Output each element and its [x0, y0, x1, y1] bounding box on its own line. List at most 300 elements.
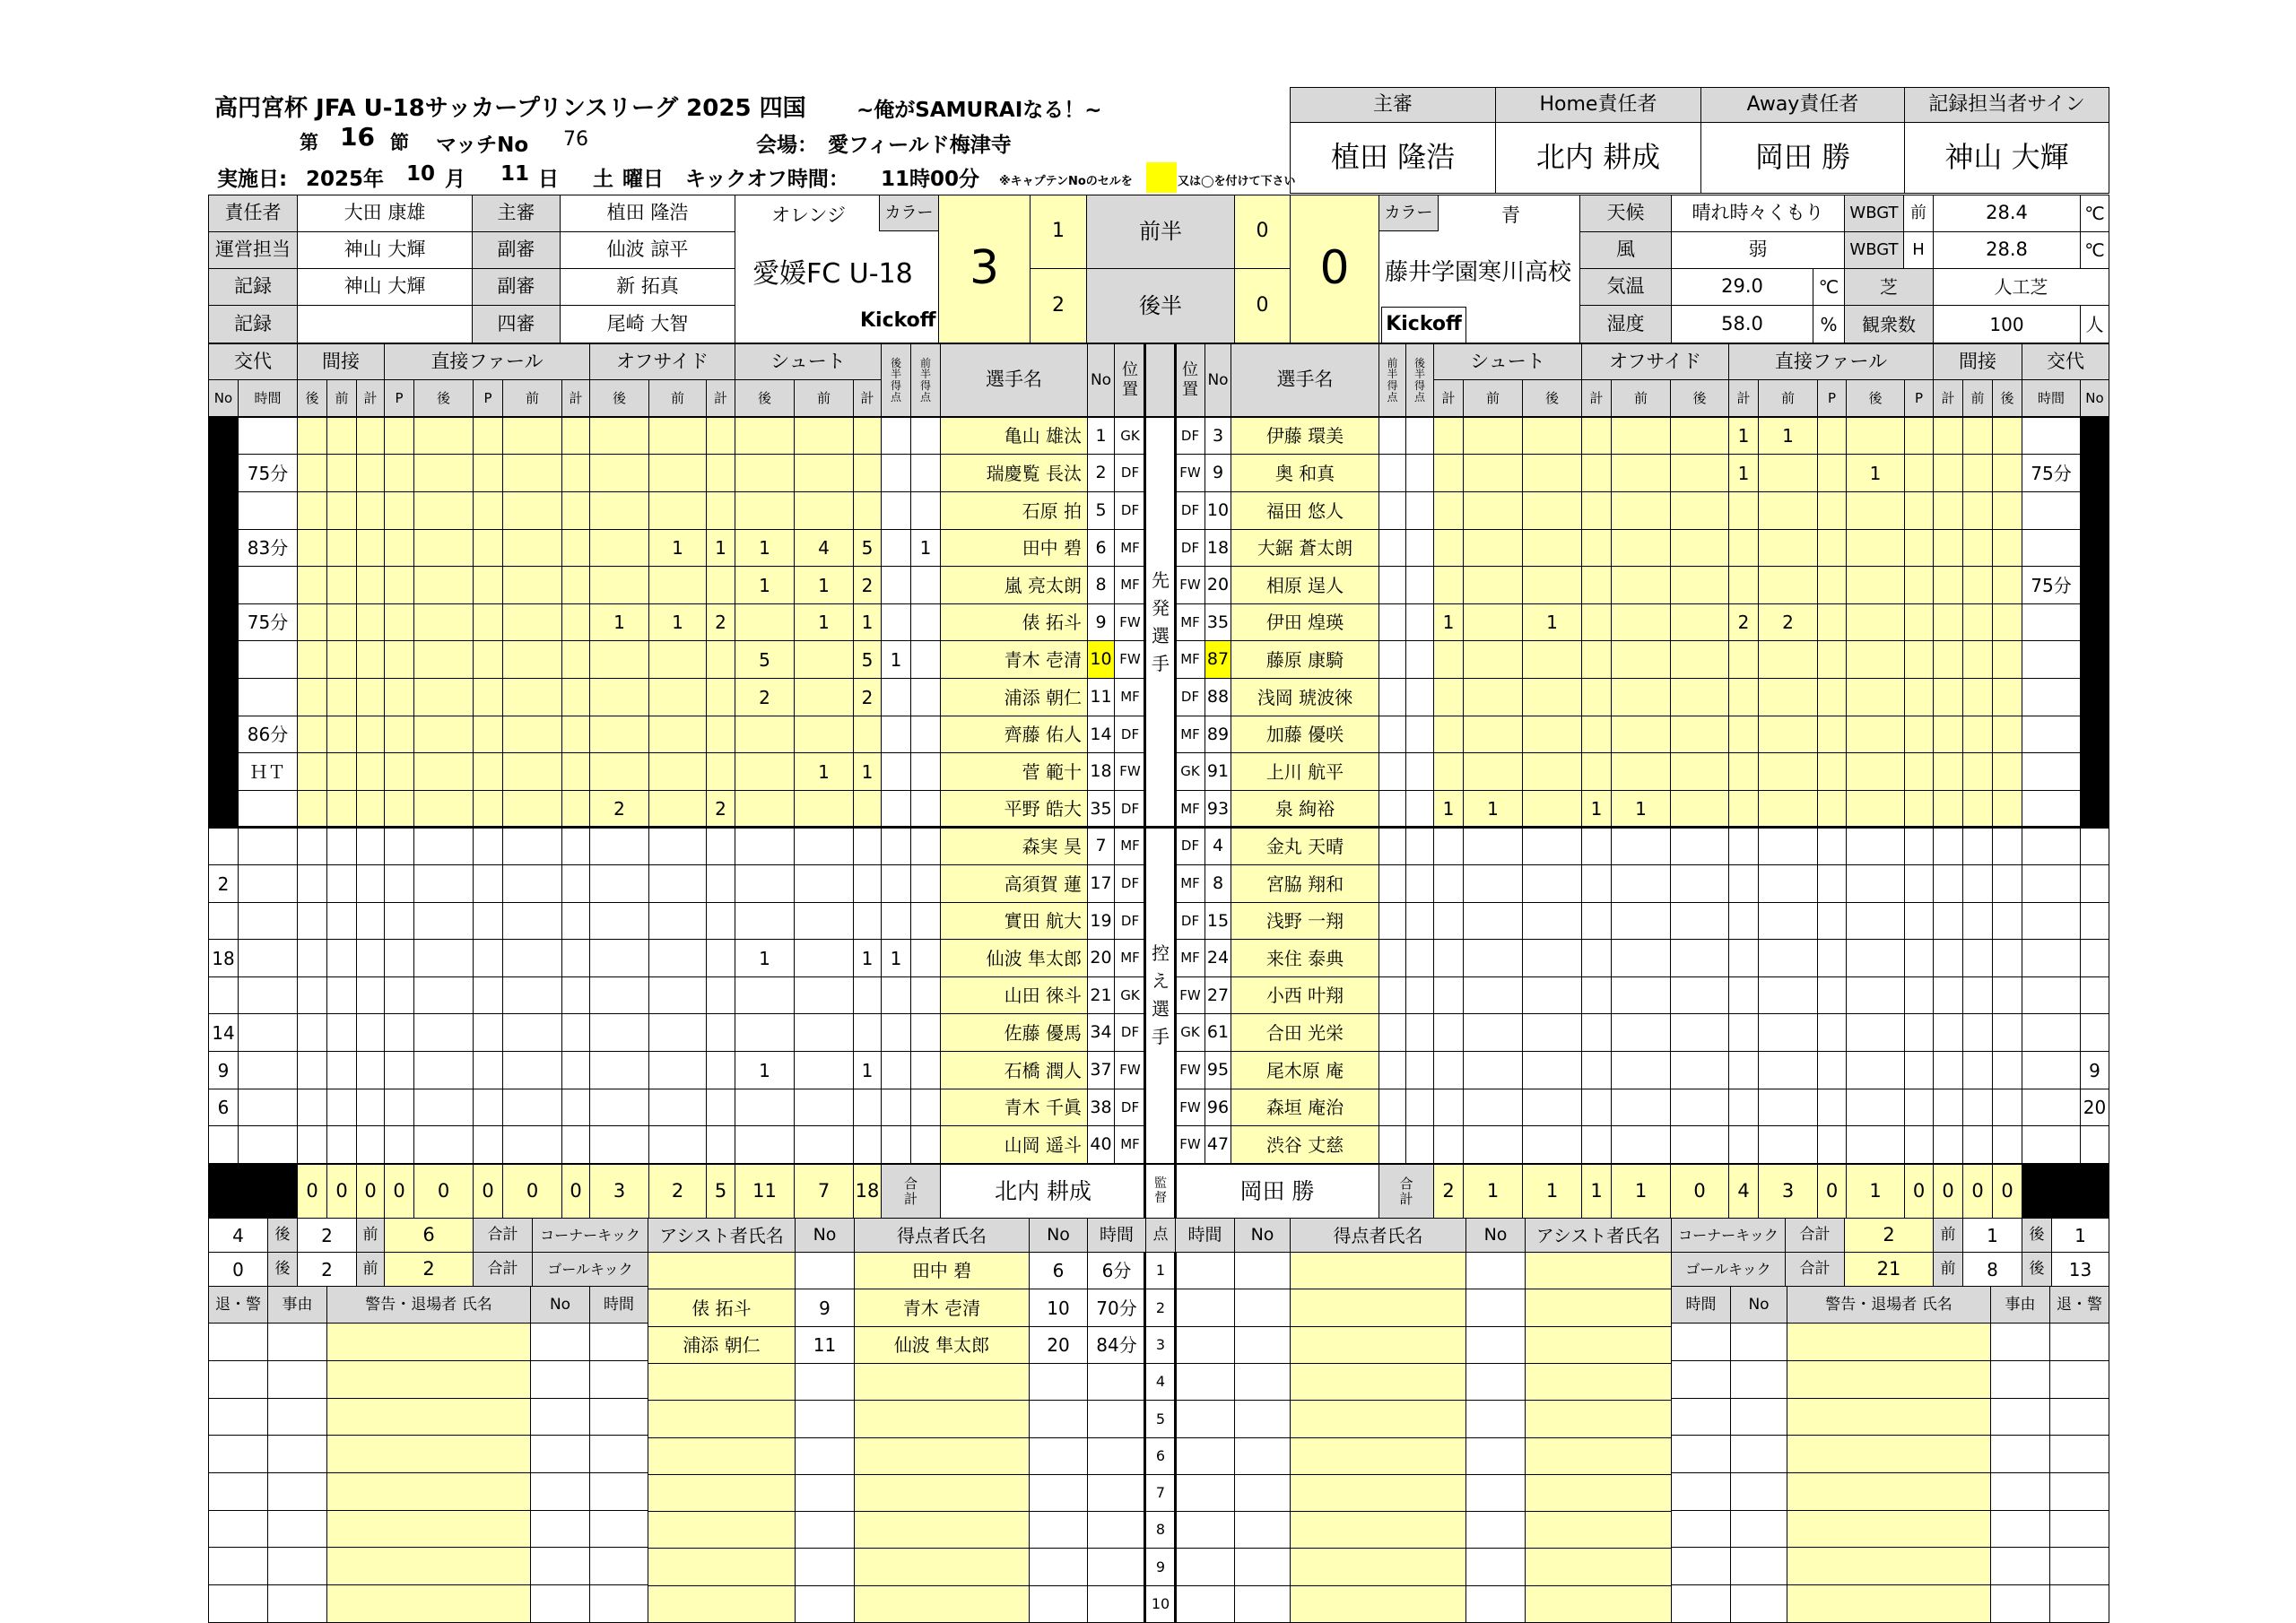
away-player-no: 18	[1205, 529, 1231, 567]
home-warn-time	[589, 1547, 648, 1585]
away-stat-df-t	[1728, 1051, 1759, 1089]
home-stat-off-f	[648, 752, 707, 791]
away-scorer-name	[1290, 1252, 1466, 1289]
home-warn-name	[326, 1360, 531, 1399]
away-stat-g1	[1378, 678, 1406, 716]
condition2-sub: 前	[1903, 195, 1934, 232]
home-warn-no	[530, 1435, 590, 1473]
home-stat-df-t	[561, 640, 590, 679]
away-assist-header: アシスト者氏名	[1525, 1218, 1672, 1253]
away-player-position: FW	[1175, 1089, 1205, 1126]
home-stat-g1	[910, 678, 941, 716]
condition-unit: %	[1813, 305, 1845, 343]
home-stat-off-b	[589, 827, 649, 865]
official-role: 記録	[208, 268, 298, 306]
home-starter-marker	[208, 752, 239, 791]
home-scorer-name: 仙波 隼太郎	[854, 1326, 1030, 1364]
away-player-no: 27	[1205, 976, 1231, 1014]
away-stat-off-t	[1581, 454, 1612, 492]
away-stat-sh-t	[1433, 939, 1464, 977]
away-player-name: 福田 悠人	[1231, 491, 1379, 530]
away-stat-sh-f	[1463, 827, 1523, 865]
away-stat-ind-b	[1992, 827, 2022, 865]
home-kick-back-count: 0	[208, 1252, 268, 1287]
home-stat-df-t	[561, 529, 590, 567]
home-player-position: MF	[1114, 529, 1146, 567]
home-stat-ind-t	[356, 1089, 385, 1126]
away-stat-g2	[1405, 1125, 1434, 1164]
home-stat-sub-time	[238, 491, 298, 530]
home-stat-off-t	[706, 976, 735, 1014]
home-starter-marker	[208, 678, 239, 716]
home-assist-no	[795, 1252, 855, 1289]
home-stat-off-f	[648, 491, 707, 530]
away-player-name: 浅野 一翔	[1231, 902, 1379, 940]
away-warn-no	[1730, 1510, 1787, 1548]
away-stat-sh-t	[1433, 752, 1464, 791]
home-total-value: 0	[413, 1164, 474, 1219]
away-assist-no	[1465, 1400, 1526, 1438]
away-stat-off-t	[1581, 491, 1612, 530]
away-stat-off-f	[1611, 864, 1671, 903]
away-stat-off-t: 1	[1581, 790, 1612, 828]
away-stat-sub-time	[2022, 417, 2081, 455]
away-team-color: 青	[1501, 204, 1520, 226]
home-stat-sh-b	[735, 976, 795, 1014]
away-warn-type	[2049, 1547, 2109, 1585]
away-scorer-no	[1234, 1363, 1291, 1401]
away-color-label: カラー	[1378, 195, 1439, 231]
home-stat-sh-b	[735, 790, 795, 828]
home-stat-off-f	[648, 902, 707, 940]
home-stat-ind-b	[297, 864, 327, 903]
home-stat-df-f	[502, 752, 562, 791]
away-goal-time	[1175, 1474, 1235, 1512]
home-stat-g1	[910, 491, 941, 530]
away-stat-df-b	[1846, 417, 1905, 455]
away-stat-off-t	[1581, 716, 1612, 753]
away-stat-off-f	[1611, 529, 1671, 567]
goal-number: 6	[1145, 1437, 1176, 1475]
away-warn-time	[1671, 1584, 1731, 1623]
home-stat-sh-b	[735, 417, 795, 455]
away-stat-ind-f	[1962, 1125, 1993, 1164]
home-stat-ind-t	[356, 603, 385, 641]
away-player-position: MF	[1175, 716, 1205, 753]
away-stat-df-p1	[1817, 1125, 1847, 1164]
home-stat-df-t	[561, 603, 590, 641]
home-player-position: FW	[1114, 603, 1146, 641]
away-stat-ind-t	[1933, 752, 1963, 791]
home-warn-type	[208, 1435, 268, 1473]
home-stat-ind-t	[356, 752, 385, 791]
home-starter-marker	[208, 566, 239, 604]
away-total-value: 0	[1992, 1164, 2022, 1219]
away-total-value: 4	[1728, 1164, 1759, 1219]
home-player-no: 18	[1087, 752, 1115, 791]
condition-label: 天候	[1579, 195, 1672, 232]
away-stat-off-t	[1581, 902, 1612, 940]
home-player-name: 田中 碧	[940, 529, 1088, 567]
away-scorer-name	[1290, 1511, 1466, 1549]
column-subheader: No	[2080, 379, 2109, 417]
home-stat-sub-no: 2	[208, 864, 239, 903]
away-assist-no	[1465, 1326, 1526, 1364]
home-player-position: MF	[1114, 566, 1146, 604]
away-stat-g2	[1405, 752, 1434, 791]
kickoff-time: 11時00分	[881, 168, 980, 191]
home-stat-ind-f	[326, 790, 357, 828]
home-stat-g2	[881, 1089, 911, 1126]
home-stat-sh-f	[794, 864, 854, 903]
away-starter-marker	[2080, 454, 2109, 492]
home-stat-df-p2	[384, 790, 414, 828]
away-player-position: MF	[1175, 790, 1205, 828]
away-total-label-char: 合	[1399, 1176, 1413, 1192]
away-stat-ind-t	[1933, 454, 1963, 492]
home-stat-df-p1	[473, 939, 503, 977]
home-stat-ind-f	[326, 939, 357, 977]
away-stat-g1	[1378, 1125, 1406, 1164]
away-player-position: GK	[1175, 1013, 1205, 1052]
home-player-no: 8	[1087, 566, 1115, 604]
away-stat-sh-b	[1522, 790, 1582, 828]
home-stat-df-t	[561, 566, 590, 604]
condition2-label: 観衆数	[1844, 305, 1934, 343]
home-stat-sh-t	[853, 1089, 882, 1126]
away-stat-g1	[1378, 417, 1406, 455]
signature-label: Home責任者	[1495, 87, 1701, 123]
home-warn-reason	[267, 1435, 327, 1473]
home-stat-df-p1	[473, 790, 503, 828]
away-stat-sub-no	[2080, 1013, 2109, 1052]
home-stat-g1	[910, 716, 941, 753]
home-stat-df-t	[561, 864, 590, 903]
second-half-label: 後半	[1086, 268, 1235, 343]
home-stat-ind-f	[326, 1125, 357, 1164]
away-first-half-goals-header	[1378, 343, 1406, 417]
captain-note: ※キャプテンNoのセルを	[999, 175, 1133, 188]
away-assist-name	[1525, 1437, 1672, 1475]
away-stat-df-t: 1	[1728, 454, 1759, 492]
home-stat-df-b	[413, 417, 474, 455]
away-player-position: DF	[1175, 417, 1205, 455]
away-stat-ind-f	[1962, 454, 1993, 492]
home-player-position: MF	[1114, 827, 1146, 865]
signature-label: 記録担当者サイン	[1904, 87, 2109, 123]
away-warn-no	[1730, 1435, 1787, 1473]
home-stat-df-p2	[384, 603, 414, 641]
away-stat-g1	[1378, 529, 1406, 567]
home-stat-df-p2	[384, 454, 414, 492]
home-goal-time: 70分	[1087, 1289, 1146, 1327]
home-stat-g2	[881, 864, 911, 903]
home-stat-sh-b	[735, 603, 795, 641]
home-scorer-no	[1029, 1548, 1088, 1586]
column-subheader: 後	[1522, 379, 1582, 417]
away-stat-df-f	[1758, 902, 1818, 940]
home-stat-sh-f	[794, 902, 854, 940]
home-stat-df-t	[561, 1051, 590, 1089]
away-stat-df-f	[1758, 529, 1818, 567]
home-warn-no	[530, 1323, 590, 1361]
home-warn-time	[589, 1472, 648, 1511]
away-stat-sub-no	[2080, 902, 2109, 940]
away-stat-sh-b	[1522, 640, 1582, 679]
away-scorer-no	[1234, 1400, 1291, 1438]
away-stat-sh-f	[1463, 417, 1523, 455]
match-number: 76	[563, 128, 588, 151]
home-stat-df-b	[413, 1125, 474, 1164]
home-stat-sh-b: 2	[735, 678, 795, 716]
home-stat-ind-t	[356, 417, 385, 455]
away-stat-df-f	[1758, 678, 1818, 716]
home-stat-ind-b	[297, 1125, 327, 1164]
home-stat-sh-f	[794, 1013, 854, 1052]
home-stat-df-t	[561, 752, 590, 791]
away-warn-reason	[1990, 1360, 2050, 1399]
away-stat-off-b	[1670, 454, 1729, 492]
home-warn-no	[530, 1360, 590, 1399]
away-stat-sub-time	[2022, 678, 2081, 716]
away-starter-marker	[2080, 603, 2109, 641]
reserves-label-char: 選	[1152, 998, 1170, 1020]
away-stat-g2	[1405, 566, 1434, 604]
away-first-half-goals-header-char: 前	[1387, 356, 1398, 369]
away-kick-front-label: 前	[1933, 1218, 1963, 1253]
home-stat-off-t: 2	[706, 603, 735, 641]
away-stat-sh-f	[1463, 1051, 1523, 1089]
home-stat-df-b	[413, 1089, 474, 1126]
away-stat-ind-f	[1962, 491, 1993, 530]
home-assist-no	[795, 1548, 855, 1586]
home-coach-name: 北内 耕成	[940, 1164, 1146, 1219]
away-stat-df-b	[1846, 976, 1905, 1014]
away-stat-df-p1	[1817, 716, 1847, 753]
away-total-value: 1	[1846, 1164, 1905, 1219]
away-stat-off-b	[1670, 417, 1729, 455]
away-stat-sub-time	[2022, 1125, 2081, 1164]
home-warn-name	[326, 1510, 531, 1548]
away-player-no: 87	[1205, 640, 1231, 679]
home-player-position: MF	[1114, 939, 1146, 977]
home-stat-off-b	[589, 1125, 649, 1164]
home-stat-sh-t: 2	[853, 678, 882, 716]
home-assist-no	[795, 1585, 855, 1623]
column-subheader: 時間	[238, 379, 298, 417]
column-subheader: 計	[1581, 379, 1612, 417]
home-stat-ind-f	[326, 716, 357, 753]
home-total-value: 0	[473, 1164, 503, 1219]
home-first-half-goals-header-char: 得	[919, 379, 931, 392]
away-warn-reason	[1990, 1584, 2050, 1623]
home-stat-off-b	[589, 939, 649, 977]
home-stat-df-p2	[384, 1013, 414, 1052]
away-stat-df-f	[1758, 864, 1818, 903]
away-stat-df-p1	[1817, 1089, 1847, 1126]
away-stat-ind-f	[1962, 1089, 1993, 1126]
away-player-no: 4	[1205, 827, 1231, 865]
away-stat-sh-f	[1463, 529, 1523, 567]
away-stat-off-f	[1611, 1051, 1671, 1089]
home-stat-sub-time	[238, 1051, 298, 1089]
away-assist-no	[1465, 1289, 1526, 1327]
away-stat-df-p2	[1904, 1089, 1934, 1126]
home-stat-off-b	[589, 1089, 649, 1126]
home-total-value: 7	[794, 1164, 854, 1219]
home-header-player-name: 選手名	[940, 343, 1088, 417]
home-stat-sub-no: 18	[208, 939, 239, 977]
home-stat-ind-f	[326, 603, 357, 641]
home-stat-off-f	[648, 939, 707, 977]
home-second-half-goals-header-char: 得	[890, 379, 901, 392]
home-assist-no	[795, 1511, 855, 1549]
home-goal-time	[1087, 1548, 1146, 1586]
home-warn-reason	[267, 1584, 327, 1623]
home-stat-off-f	[648, 864, 707, 903]
home-stat-df-p1	[473, 529, 503, 567]
away-stat-g2	[1405, 417, 1434, 455]
home-stat-df-b	[413, 790, 474, 828]
home-stat-df-t	[561, 716, 590, 753]
away-stat-df-t	[1728, 640, 1759, 679]
away-player-no: 88	[1205, 678, 1231, 716]
away-stat-g2	[1405, 1089, 1434, 1126]
home-stat-df-f	[502, 939, 562, 977]
away-stat-sh-f	[1463, 1013, 1523, 1052]
away-stat-off-f	[1611, 716, 1671, 753]
home-stat-df-p1	[473, 752, 503, 791]
home-stat-sh-f	[794, 716, 854, 753]
away-stat-sub-time: 75分	[2022, 454, 2081, 492]
home-stat-sh-b	[735, 864, 795, 903]
date-day-label: 日	[538, 168, 559, 191]
away-warn-time	[1671, 1398, 1731, 1436]
home-stat-df-p1	[473, 417, 503, 455]
away-warn-no	[1730, 1472, 1787, 1511]
away-warn-no	[1730, 1584, 1787, 1623]
condition2-value: 28.8	[1933, 231, 2081, 269]
venue-label: 会場：	[756, 134, 818, 157]
away-stat-off-b	[1670, 1051, 1729, 1089]
home-player-name: 齊藤 佑人	[940, 716, 1088, 753]
home-stat-g2	[881, 790, 911, 828]
home-player-position: MF	[1114, 1125, 1146, 1164]
away-warn-type	[2049, 1323, 2109, 1361]
away-assist-name	[1525, 1511, 1672, 1549]
away-stat-df-p2	[1904, 529, 1934, 567]
away-stat-sh-b	[1522, 716, 1582, 753]
home-stat-ind-b	[297, 939, 327, 977]
home-stat-ind-b	[297, 417, 327, 455]
kickoff-label: キックオフ時間：	[685, 168, 849, 191]
away-stat-sub-time	[2022, 1013, 2081, 1052]
away-stat-g2	[1405, 716, 1434, 753]
column-subheader: 後	[297, 379, 327, 417]
home-player-position: DF	[1114, 491, 1146, 530]
away-stat-df-f	[1758, 1089, 1818, 1126]
home-stat-df-b	[413, 566, 474, 604]
home-stat-sub-no	[208, 976, 239, 1014]
away-stat-g2	[1405, 790, 1434, 828]
home-stat-off-b	[589, 864, 649, 903]
home-stat-sh-t	[853, 976, 882, 1014]
home-stat-sh-f: 1	[794, 752, 854, 791]
home-assist-name: 俵 拓斗	[648, 1289, 796, 1327]
away-goal-time	[1175, 1585, 1235, 1623]
away-stat-ind-b	[1992, 529, 2022, 567]
away-stat-sh-f	[1463, 716, 1523, 753]
home-kick-front-label: 前	[356, 1218, 385, 1253]
home-stat-ind-f	[326, 1013, 357, 1052]
away-player-position: FW	[1175, 566, 1205, 604]
home-scorer-no-header: No	[1029, 1218, 1088, 1253]
condition2-label: WBGT	[1844, 195, 1904, 232]
home-stat-sh-f	[794, 678, 854, 716]
condition-value: 弱	[1671, 231, 1845, 269]
away-stat-ind-f	[1962, 790, 1993, 828]
home-player-name: 石原 拍	[940, 491, 1088, 530]
away-stat-ind-f	[1962, 603, 1993, 641]
home-stat-sub-time	[238, 976, 298, 1014]
home-stat-sub-no	[208, 1125, 239, 1164]
away-goal-time	[1175, 1363, 1235, 1401]
home-stat-off-t	[706, 1125, 735, 1164]
away-stat-df-p2	[1904, 790, 1934, 828]
away-stat-ind-b	[1992, 1125, 2022, 1164]
home-warn-time	[589, 1360, 648, 1399]
away-stat-sub-time	[2022, 790, 2081, 828]
away-stat-sub-time	[2022, 864, 2081, 903]
column-subheader: 計	[1433, 379, 1464, 417]
home-stat-df-f	[502, 603, 562, 641]
home-player-position: GK	[1114, 976, 1146, 1014]
away-warn-name	[1787, 1360, 1991, 1399]
away-starter-marker	[2080, 640, 2109, 679]
home-stat-sh-t	[853, 417, 882, 455]
away-stat-sh-t	[1433, 827, 1464, 865]
condition-label: 気温	[1579, 268, 1672, 306]
column-subheader: 後	[1992, 379, 2022, 417]
home-stat-sub-no	[208, 902, 239, 940]
away-stat-sub-time	[2022, 976, 2081, 1014]
home-kick-type: コーナーキック	[532, 1218, 648, 1253]
home-starter-marker	[208, 716, 239, 753]
home-stat-df-p2	[384, 529, 414, 567]
home-stat-ind-t	[356, 976, 385, 1014]
home-stat-off-f	[648, 1125, 707, 1164]
home-assist-name	[648, 1474, 796, 1512]
column-subheader: 計	[356, 379, 385, 417]
away-stat-sh-b	[1522, 939, 1582, 977]
away-stat-df-p1	[1817, 417, 1847, 455]
home-player-position: FW	[1114, 1051, 1146, 1089]
home-stat-g2	[881, 827, 911, 865]
home-stat-sh-t: 5	[853, 640, 882, 679]
home-warn-type	[208, 1360, 268, 1399]
away-stat-df-f	[1758, 752, 1818, 791]
away-stat-df-f: 2	[1758, 603, 1818, 641]
home-goal-time	[1087, 1400, 1146, 1438]
away-stat-off-f	[1611, 1013, 1671, 1052]
away-stat-ind-f	[1962, 640, 1993, 679]
away-stat-ind-f	[1962, 716, 1993, 753]
away-stat-sh-b	[1522, 491, 1582, 530]
home-stat-sh-t	[853, 864, 882, 903]
away-stat-off-t	[1581, 1013, 1612, 1052]
home-warn-name	[326, 1472, 531, 1511]
away-scorer-no	[1234, 1252, 1291, 1289]
